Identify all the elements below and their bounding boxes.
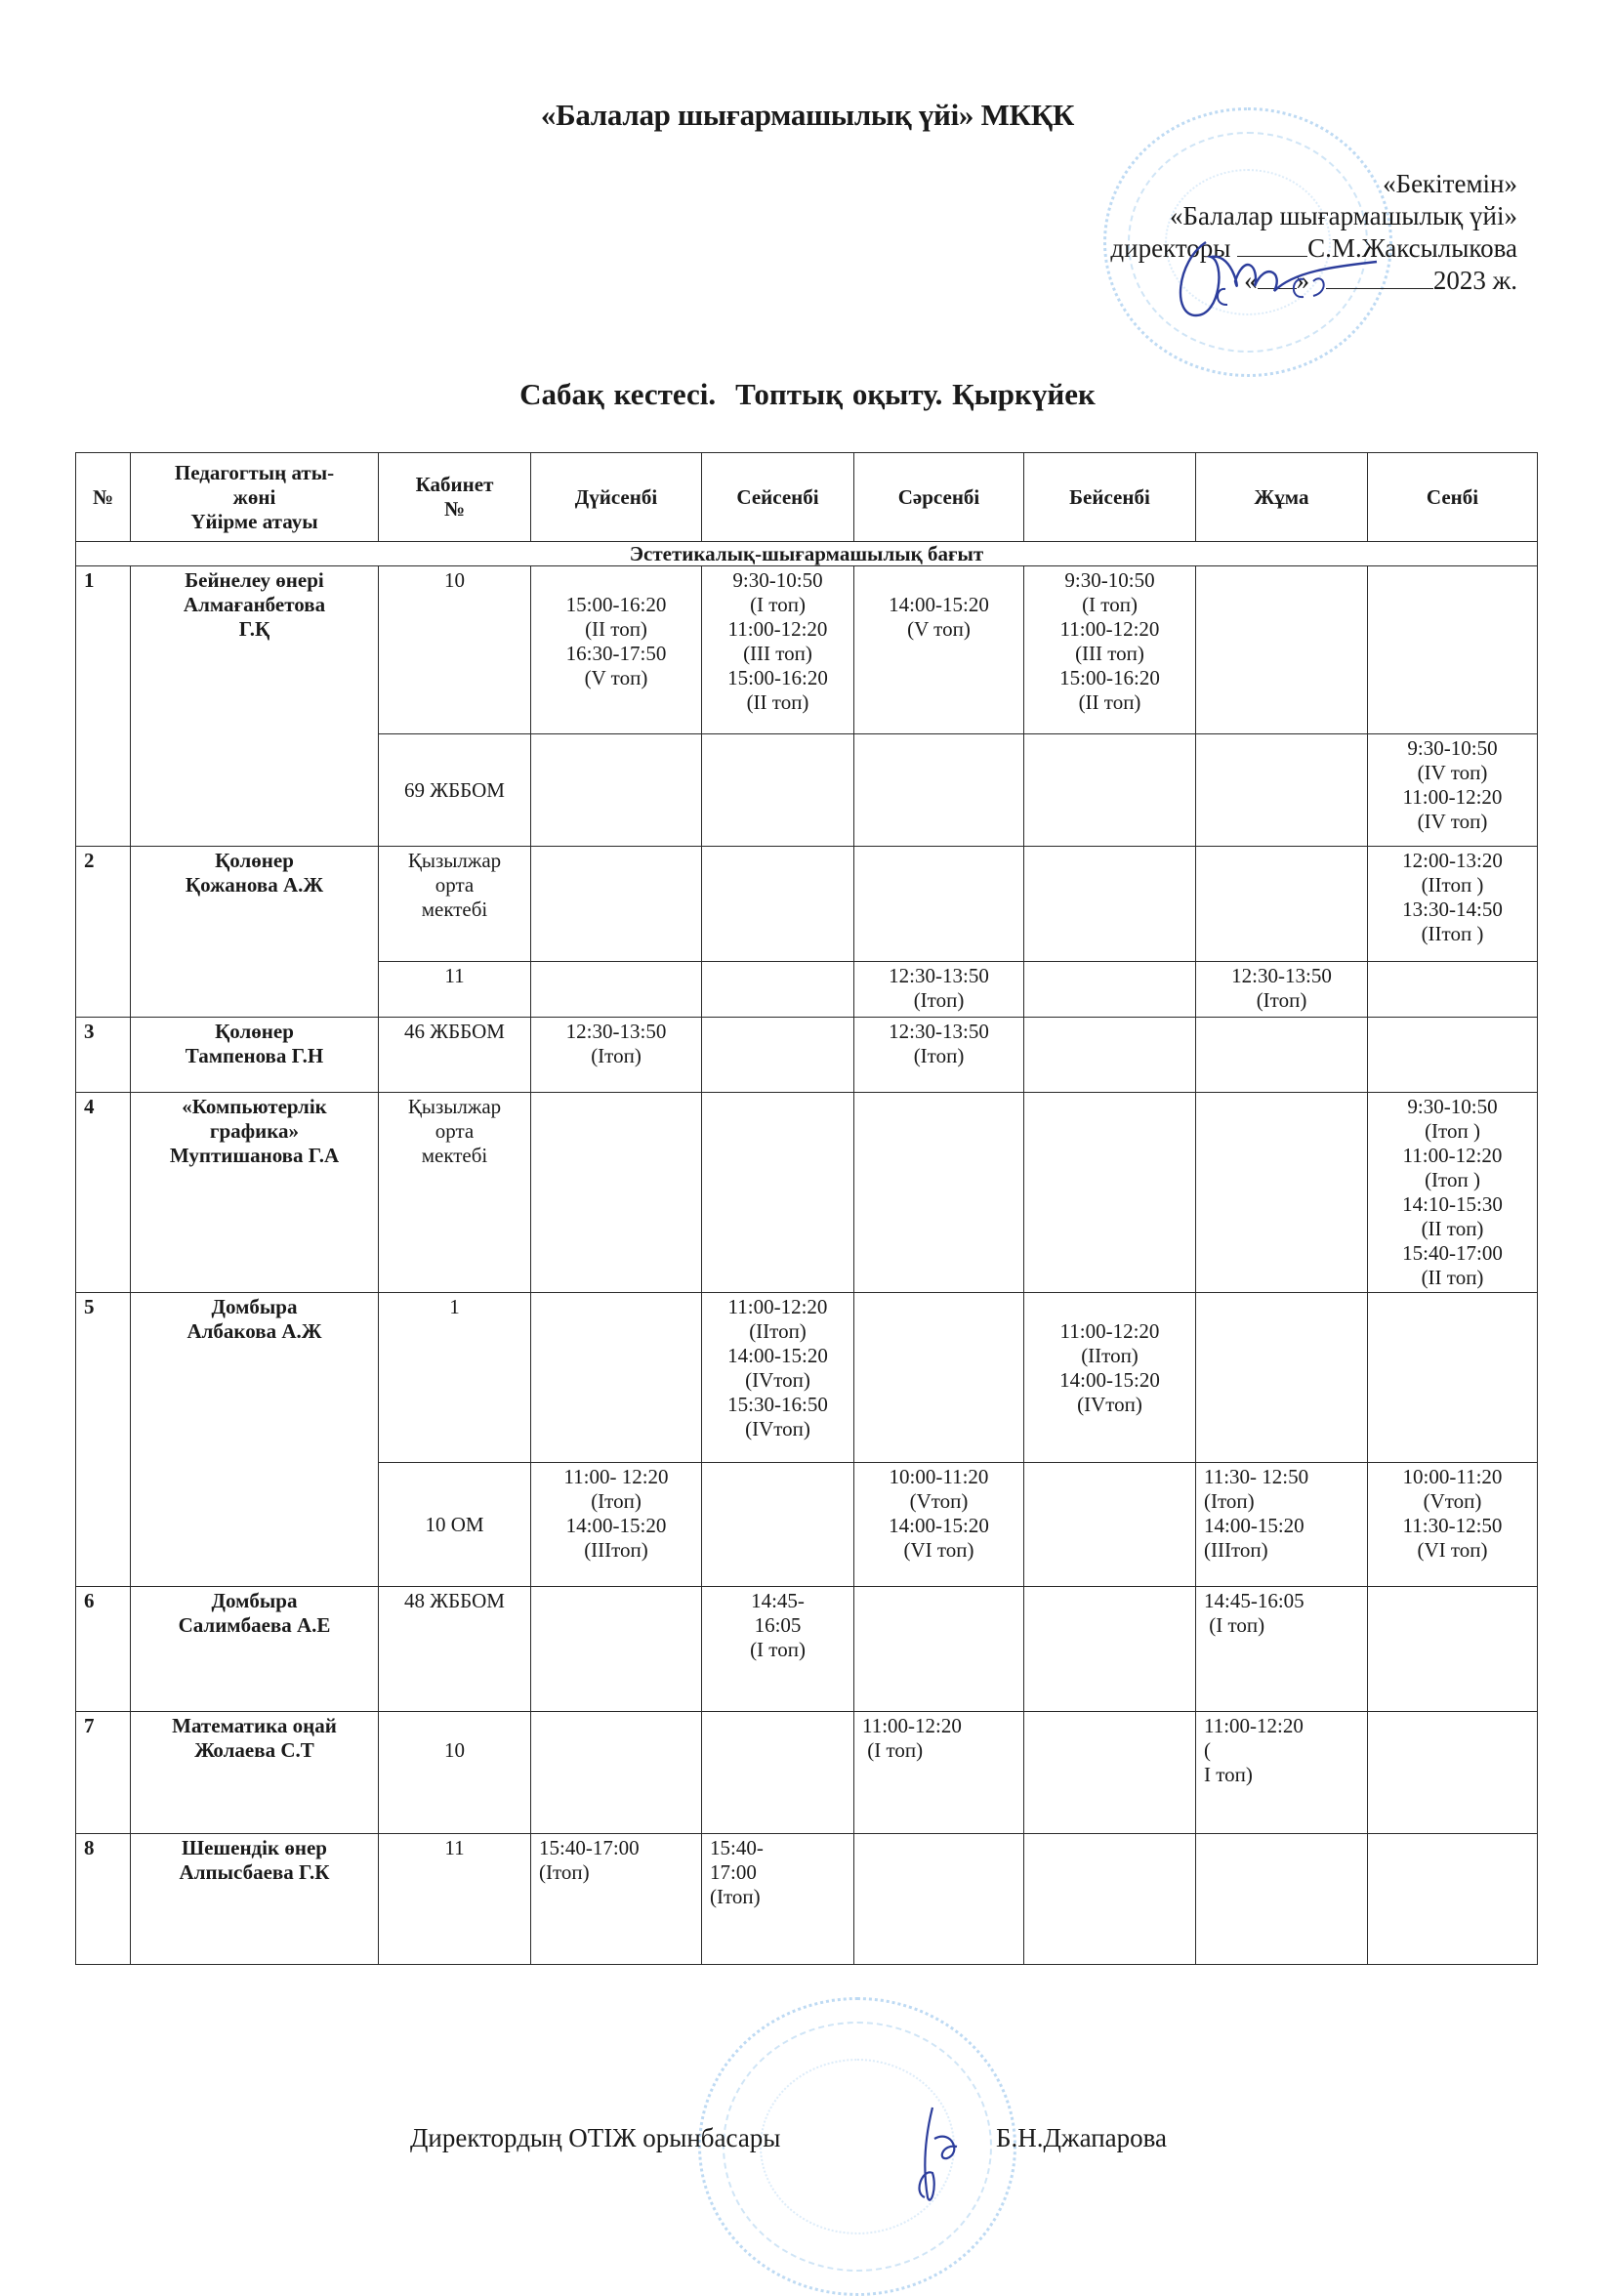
table-row (76, 1093, 1538, 1293)
schedule-cell-friday (1196, 1018, 1368, 1093)
table-header-row (76, 453, 1538, 542)
approval-year: 2023 ж. (1432, 266, 1517, 295)
time-slot-line: 9:30-10:50 (1064, 568, 1155, 592)
approval-block (1110, 168, 1517, 297)
room-cell: 11 (379, 1834, 531, 1965)
footer-role: Директордың ОТІЖ орынбасары (410, 2123, 781, 2152)
teacher-cell: Қолөнер Қожанова А.Ж (131, 847, 379, 1018)
schedule-cell-wednesday (854, 1587, 1024, 1712)
schedule-cell-thursday (1024, 1834, 1196, 1965)
teacher-cell: Математика оңай Жолаева С.Т (131, 1712, 379, 1834)
schedule-cell-thursday (1024, 1712, 1196, 1834)
time-slot-line: 11:00-12:20 (727, 617, 828, 641)
time-slot-line: (II топ) (1421, 1266, 1484, 1289)
time-slot-line: (IIIтоп) (584, 1538, 648, 1562)
time-slot-line: 11:00-12:20 (1402, 785, 1503, 809)
schedule-cell-friday (1196, 734, 1368, 847)
schedule-cell-monday (531, 1587, 702, 1712)
teacher-cell: Қолөнер Тампенова Г.Н (131, 1018, 379, 1093)
time-slot-line: (I топ) (1082, 593, 1138, 616)
time-slot-line: 12:30-13:50 (889, 1020, 989, 1043)
schedule-cell-tuesday (702, 1018, 854, 1093)
schedule-cell-thursday (1024, 847, 1196, 962)
document-title: Сабақ кестесі. Топтық оқыту. Қыркүйек (519, 377, 1096, 411)
section-title: Эстетикалық-шығармашылық бағыт (76, 542, 1538, 566)
schedule-cell-monday (531, 1834, 702, 1965)
time-slot-line: 11:30- 12:50 (1204, 1465, 1309, 1488)
schedule-table (75, 452, 1538, 1965)
time-slot-line: 11:00-12:20 (862, 1714, 962, 1737)
schedule-cell-monday (531, 1293, 702, 1463)
signature-blank (1237, 256, 1307, 257)
time-slot-line: (Iтоп ) (1425, 1168, 1480, 1191)
time-slot-line: (VI топ) (1417, 1538, 1488, 1562)
table-row (76, 1712, 1538, 1834)
schedule-cell-saturday (1368, 1463, 1538, 1587)
time-slot-line: (III топ) (743, 642, 812, 665)
schedule-cell-monday (531, 1093, 702, 1293)
schedule-cell-monday (531, 734, 702, 847)
row-number: 6 (76, 1587, 131, 1712)
schedule-cell-tuesday (702, 566, 854, 734)
schedule-cell-thursday (1024, 1093, 1196, 1293)
approval-date: « » 2023 ж. (1244, 266, 1517, 295)
time-slot-line: 15:00-16:20 (1059, 666, 1160, 689)
schedule-cell-wednesday (854, 962, 1024, 1018)
time-slot-line: (IIIтоп) (1204, 1538, 1268, 1562)
schedule-cell-wednesday (854, 847, 1024, 962)
schedule-cell-friday (1196, 1834, 1368, 1965)
table-row (76, 1018, 1538, 1093)
time-slot-line: 15:00-16:20 (565, 593, 667, 616)
time-slot-line: 14:00-15:20 (727, 1344, 828, 1367)
time-slot-line: 15:40- (710, 1836, 764, 1859)
schedule-cell-tuesday (702, 847, 854, 962)
time-slot-line (1026, 1295, 1193, 1319)
schedule-cell-wednesday (854, 1834, 1024, 1965)
row-number: 7 (76, 1712, 131, 1834)
schedule-cell-monday (531, 1712, 702, 1834)
time-slot-line: (IV топ) (1417, 761, 1488, 784)
teacher-cell: «Компьютерлік графика» Муптишанова Г.А (131, 1093, 379, 1293)
time-slot-line: (Iтоп ) (1425, 1119, 1480, 1143)
col-header-teacher: Педагогтың аты- жөні Үйірме атауы (131, 453, 379, 542)
room-cell: Қызылжар орта мектебі (379, 847, 531, 962)
schedule-cell-saturday (1368, 566, 1538, 734)
schedule-cell-wednesday (854, 566, 1024, 734)
schedule-cell-tuesday (702, 1093, 854, 1293)
schedule-cell-wednesday (854, 1463, 1024, 1587)
schedule-cell-monday (531, 962, 702, 1018)
schedule-cell-friday (1196, 566, 1368, 734)
col-header-saturday: Сенбі (1368, 453, 1538, 542)
schedule-cell-thursday (1024, 1293, 1196, 1463)
table-row (76, 1587, 1538, 1712)
time-slot-line: (IIтоп ) (1421, 873, 1484, 897)
schedule-cell-thursday (1024, 1018, 1196, 1093)
time-slot-line: 9:30-10:50 (732, 568, 823, 592)
footer-name: Б.Н.Джапарова (996, 2123, 1168, 2152)
time-slot-line: (II топ) (1078, 690, 1141, 714)
schedule-cell-friday (1196, 1712, 1368, 1834)
section-row (76, 542, 1538, 566)
schedule-cell-saturday (1368, 1712, 1538, 1834)
schedule-cell-wednesday (854, 1293, 1024, 1463)
room-cell: 69 ЖББОМ (379, 734, 531, 847)
room-cell: 1 (379, 1293, 531, 1463)
time-slot-line: I топ) (1204, 1763, 1253, 1786)
time-slot-line: (I топ) (750, 1638, 806, 1661)
time-slot-line: 14:45- (751, 1589, 805, 1612)
time-slot-line: 16:05 (754, 1613, 802, 1637)
date-day-blank (1258, 288, 1297, 289)
time-slot-line: 11:00-12:20 (1059, 1319, 1160, 1343)
time-slot-line: (II топ) (746, 690, 809, 714)
time-slot-line: 17:00 (710, 1860, 757, 1884)
schedule-cell-saturday (1368, 847, 1538, 962)
row-number: 2 (76, 847, 131, 1018)
time-slot-line: (VI топ) (903, 1538, 974, 1562)
row-number: 3 (76, 1018, 131, 1093)
schedule-cell-tuesday (702, 1587, 854, 1712)
time-slot-line: (IIтоп) (749, 1319, 807, 1343)
room-cell: 10 (379, 1712, 531, 1834)
time-slot-line: (Iтоп) (539, 1860, 590, 1884)
room-cell: 11 (379, 962, 531, 1018)
schedule-cell-friday (1196, 847, 1368, 962)
schedule-cell-wednesday (854, 1018, 1024, 1093)
schedule-cell-saturday (1368, 1293, 1538, 1463)
approval-director-name: С.М.Жаксылыкова (1307, 233, 1517, 263)
deputy-signature-icon (903, 2100, 972, 2217)
time-slot-line: 14:00-15:20 (565, 1514, 667, 1537)
table-row (76, 1834, 1538, 1965)
schedule-cell-monday (531, 1018, 702, 1093)
time-slot-line: (Iтоп) (913, 988, 965, 1012)
teacher-cell: Бейнелеу өнері Алмағанбетова Г.Қ (131, 566, 379, 847)
schedule-cell-thursday (1024, 1587, 1196, 1712)
approval-line-1: «Бекітемін» (1383, 169, 1517, 198)
schedule-cell-saturday (1368, 962, 1538, 1018)
time-slot-line: (Iтоп) (1204, 1489, 1255, 1513)
schedule-cell-tuesday (702, 1463, 854, 1587)
room-cell: 10 (379, 566, 531, 734)
schedule-cell-thursday (1024, 566, 1196, 734)
time-slot-line: 14:00-15:20 (889, 593, 989, 616)
time-slot-line: (I топ) (862, 1738, 924, 1762)
time-slot-line: (I топ) (1204, 1613, 1265, 1637)
time-slot-line: (II топ) (1421, 1217, 1484, 1240)
time-slot-line: 10:00-11:20 (889, 1465, 989, 1488)
org-title: «Балалар шығармашылық үйі» МКҚК (540, 98, 1075, 132)
row-number: 8 (76, 1834, 131, 1965)
time-slot-line: 14:10-15:30 (1402, 1192, 1503, 1216)
teacher-cell: Домбыра Албакова А.Ж (131, 1293, 379, 1587)
schedule-cell-friday (1196, 1293, 1368, 1463)
schedule-cell-saturday (1368, 1834, 1538, 1965)
schedule-cell-saturday (1368, 1093, 1538, 1293)
footer-signoff (410, 2123, 1168, 2153)
time-slot-line: 12:30-13:50 (889, 964, 989, 987)
time-slot-line: (Iтоп) (1256, 988, 1307, 1012)
schedule-cell-wednesday (854, 1712, 1024, 1834)
schedule-cell-friday (1196, 1093, 1368, 1293)
time-slot-line: 12:30-13:50 (1231, 964, 1332, 987)
col-header-friday: Жұма (1196, 453, 1368, 542)
col-header-room: Кабинет № (379, 453, 531, 542)
schedule-cell-monday (531, 847, 702, 962)
teacher-cell: Домбыра Салимбаева А.Е (131, 1587, 379, 1712)
col-header-thursday: Бейсенбі (1024, 453, 1196, 542)
schedule-cell-friday (1196, 962, 1368, 1018)
schedule-cell-monday (531, 1463, 702, 1587)
col-header-wednesday: Сәрсенбі (854, 453, 1024, 542)
time-slot-line: 9:30-10:50 (1407, 736, 1498, 760)
room-cell: 46 ЖББОМ (379, 1018, 531, 1093)
time-slot-line: (Iтоп) (591, 1489, 642, 1513)
time-slot-line: 11:00-12:20 (1402, 1144, 1503, 1167)
schedule-cell-saturday (1368, 734, 1538, 847)
schedule-cell-tuesday (702, 1293, 854, 1463)
time-slot-line: ( (1204, 1738, 1211, 1762)
time-slot-line: 14:45-16:05 (1204, 1589, 1304, 1612)
room-cell: 10 ОМ (379, 1463, 531, 1587)
time-slot-line: 15:00-16:20 (727, 666, 828, 689)
schedule-cell-friday (1196, 1587, 1368, 1712)
time-slot-line: (Iтоп) (913, 1044, 965, 1067)
time-slot-line: (V топ) (907, 617, 971, 641)
date-month-blank (1326, 288, 1433, 289)
teacher-cell: Шешендік өнер Алпысбаева Г.К (131, 1834, 379, 1965)
schedule-cell-thursday (1024, 1463, 1196, 1587)
time-slot-line: (I топ) (750, 593, 806, 616)
schedule-cell-tuesday (702, 962, 854, 1018)
schedule-cell-monday (531, 566, 702, 734)
time-slot-line: 16:30-17:50 (565, 642, 667, 665)
col-header-monday: Дүйсенбі (531, 453, 702, 542)
time-slot-line: 11:30-12:50 (1402, 1514, 1503, 1537)
time-slot-line: 15:40-17:00 (1402, 1241, 1503, 1265)
schedule-cell-wednesday (854, 734, 1024, 847)
time-slot-line: 11:00- 12:20 (563, 1465, 669, 1488)
room-cell: 48 ЖББОМ (379, 1587, 531, 1712)
schedule-cell-tuesday (702, 734, 854, 847)
row-number: 5 (76, 1293, 131, 1587)
time-slot-line: (IIтоп ) (1421, 922, 1484, 945)
row-number: 4 (76, 1093, 131, 1293)
time-slot-line: (Iтоп) (591, 1044, 642, 1067)
time-slot-line: 15:40-17:00 (539, 1836, 640, 1859)
time-slot-line: 11:00-12:20 (1059, 617, 1160, 641)
schedule-cell-thursday (1024, 962, 1196, 1018)
time-slot-line: 12:00-13:20 (1402, 849, 1503, 872)
time-slot-line: 13:30-14:50 (1402, 898, 1503, 921)
schedule-cell-wednesday (854, 1093, 1024, 1293)
time-slot-line: (IVтоп) (745, 1368, 810, 1392)
time-slot-line: (Vтоп) (1423, 1489, 1482, 1513)
time-slot-line: (III топ) (1075, 642, 1144, 665)
schedule-cell-thursday (1024, 734, 1196, 847)
schedule-cell-saturday (1368, 1018, 1538, 1093)
time-slot-line: (Iтоп) (710, 1885, 761, 1908)
time-slot-line: (IVтоп) (745, 1417, 810, 1440)
time-slot-line: (II топ) (585, 617, 647, 641)
approval-director-label: директоры (1110, 233, 1231, 263)
time-slot-line: 15:30-16:50 (727, 1393, 828, 1416)
time-slot-line: (V топ) (584, 666, 648, 689)
approval-line-3 (1110, 232, 1517, 265)
time-slot-line: 11:00-12:20 (727, 1295, 828, 1318)
table-row (76, 566, 1538, 734)
time-slot-line: 14:00-15:20 (889, 1514, 989, 1537)
time-slot-line: 9:30-10:50 (1407, 1095, 1498, 1118)
time-slot-line: 12:30-13:50 (565, 1020, 667, 1043)
time-slot-line: 11:00-12:20 (1204, 1714, 1304, 1737)
time-slot-line: 14:00-15:20 (1059, 1368, 1160, 1392)
time-slot-line: (Vтоп) (909, 1489, 969, 1513)
row-number: 1 (76, 566, 131, 847)
time-slot-line: (IVтоп) (1077, 1393, 1142, 1416)
room-cell: Қызылжар орта мектебі (379, 1093, 531, 1293)
col-header-num: № (76, 453, 131, 542)
approval-line-2: «Балалар шығармашылық үйі» (1170, 201, 1517, 230)
time-slot-line (533, 568, 699, 593)
table-row (76, 847, 1538, 962)
schedule-cell-friday (1196, 1463, 1368, 1587)
table-row (76, 1293, 1538, 1463)
time-slot-line (856, 568, 1021, 593)
time-slot-line: 14:00-15:20 (1204, 1514, 1304, 1537)
schedule-cell-saturday (1368, 1587, 1538, 1712)
time-slot-line: (IV топ) (1417, 810, 1488, 833)
col-header-tuesday: Сейсенбі (702, 453, 854, 542)
schedule-cell-tuesday (702, 1834, 854, 1965)
time-slot-line: (IIтоп) (1081, 1344, 1139, 1367)
time-slot-line: 10:00-11:20 (1402, 1465, 1503, 1488)
schedule-cell-tuesday (702, 1712, 854, 1834)
